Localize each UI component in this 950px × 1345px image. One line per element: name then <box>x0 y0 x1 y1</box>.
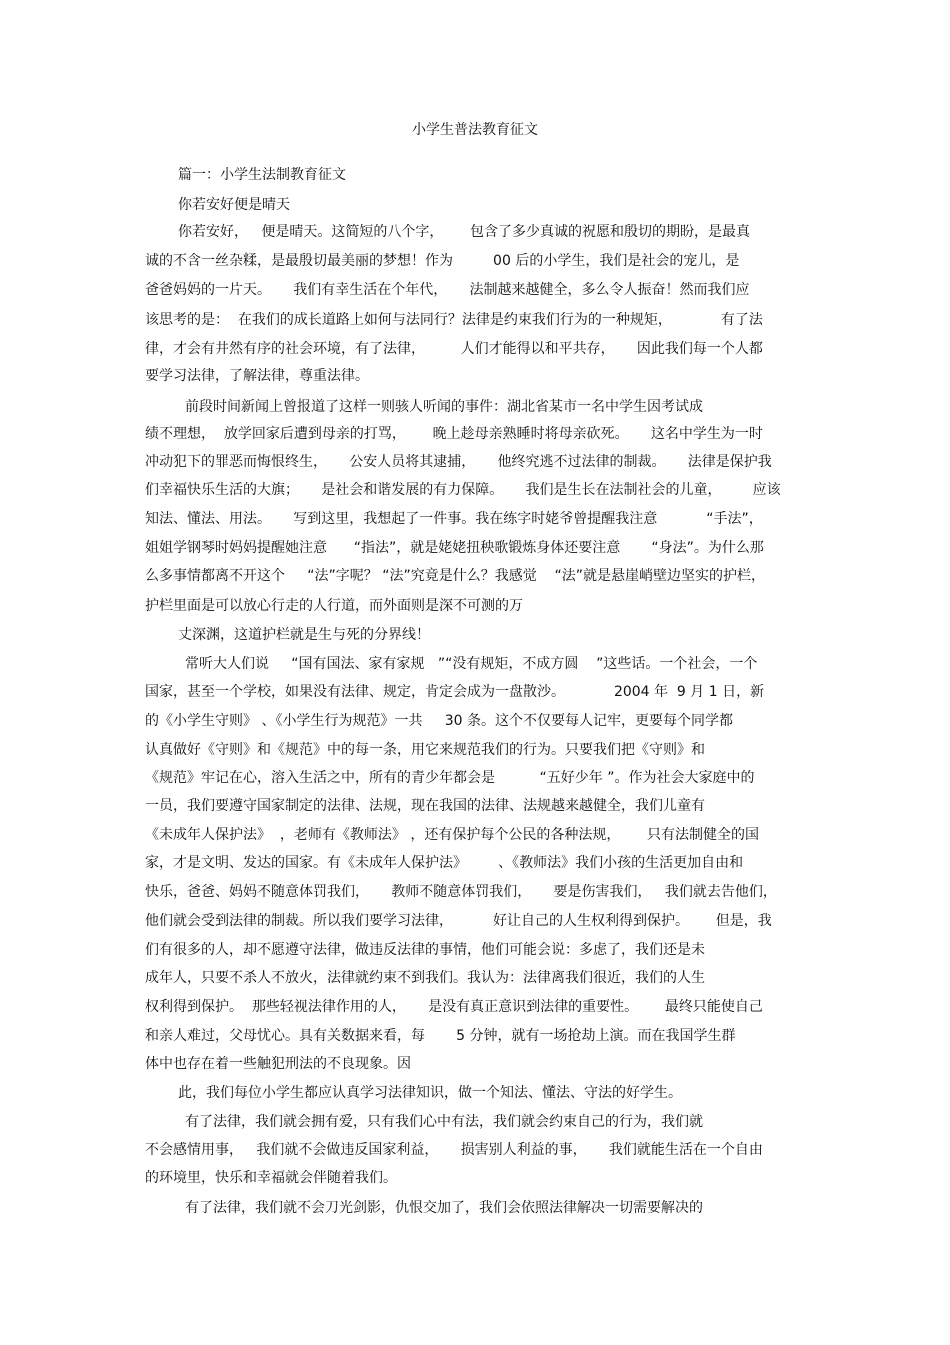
paragraph-line: 的《小学生守则》 、《小学生行为规范》一共 30 条。这个不仅要每人记牢，更要每个同学都 <box>145 713 733 729</box>
paragraph-line: 们幸福快乐生活的大旗； 是社会和谐发展的有力保障。 我们是生长在法制社会的儿童， 应该 <box>145 482 781 498</box>
article-subtitle: 你若安好便是晴天 <box>178 197 290 213</box>
paragraph-line: 前段时间新闻上曾报道了这样一则骇人听闻的事件：湖北省某市一名中学生因考试成 <box>185 399 703 415</box>
paragraph-line: 知法、懂法、用法。 写到这里，我想起了一件事。我在练字时姥爷曾提醒我注意 “手法”， <box>145 511 763 527</box>
paragraph-line: 认真做好《守则》和《规范》中的每一条，用它来规范我们的行为。只要我们把《守则》和 <box>145 742 705 758</box>
paragraph-line: 丈深渊，这道护栏就是生与死的分界线！ <box>178 627 430 643</box>
paragraph-line: 权利得到保护。 那些轻视法律作用的人， 是没有真正意识到法律的重要性。 最终只能使自己 <box>145 999 763 1015</box>
paragraph-line: 绩不理想， 放学回家后遭到母亲的打骂， 晚上趁母亲熟睡时将母亲砍死。 这名中学生为一时 <box>145 426 763 442</box>
paragraph-line: 该思考的是： 在我们的成长道路上如何与法同行？法律是约束我们行为的一种规矩， 有了法 <box>145 312 763 328</box>
paragraph-line: 诚的不含一丝杂糅，是最殷切最美丽的梦想！作为 00 后的小学生，我们是社会的宠儿，是 <box>145 253 740 269</box>
section-heading: 篇一：小学生法制教育征文 <box>178 167 346 183</box>
paragraph-line: 《未成年人保护法》 ，老师有《教师法》 ，还有保护每个公民的各种法规， 只有法制健全的国 <box>145 827 760 843</box>
paragraph-line: 有了法律，我们就会拥有爱，只有我们心中有法，我们就会约束自己的行为，我们就 <box>185 1114 703 1130</box>
paragraph-line: 爸爸妈妈的一片天。 我们有幸生活在个年代， 法制越来越健全，多么令人振奋！然而我们应 <box>145 282 750 298</box>
paragraph-line: 《规范》牢记在心，溶入生活之中，所有的青少年都会是 “五好少年 ”。作为社会大家庭中的 <box>145 770 755 786</box>
paragraph-line: 要学习法律，了解法律，尊重法律。 <box>145 368 369 384</box>
paragraph-line: 们有很多的人，却不愿遵守法律，做违反法律的事情，他们可能会说：多虑了，我们还是未 <box>145 942 705 958</box>
paragraph-line: 护栏里面是可以放心行走的人行道，而外面则是深不可测的万 <box>145 598 523 614</box>
paragraph-line: 和亲人难过，父母忧心。具有关数据来看，每 5 分钟，就有一场抢劫上演。而在我国学生群 <box>145 1028 736 1044</box>
paragraph-line: 体中也存在着一些触犯刑法的不良现象。因 <box>145 1056 411 1072</box>
paragraph-line: 律，才会有井然有序的社会环境，有了法律， 人们才能得以和平共存， 因此我们每一个人都 <box>145 341 763 357</box>
paragraph-line: 你若安好， 便是晴天。这简短的八个字， 包含了多少真诚的祝愿和殷切的期盼，是最真 <box>178 224 751 240</box>
paragraph-line: 一员，我们要遵守国家制定的法律、法规，现在我国的法律、法规越来越健全，我们儿童有 <box>145 798 705 814</box>
paragraph-line: 常听大人们说 “国有国法、家有家规 ”“没有规矩，不成方圆 ”这些话。一个社会，一个 <box>185 656 758 672</box>
paragraph-line: 快乐，爸爸、妈妈不随意体罚我们， 教师不随意体罚我们， 要是伤害我们， 我们就去告他们， <box>145 884 777 900</box>
paragraph-line: 有了法律，我们就不会刀光剑影，仇恨交加了，我们会依照法律解决一切需要解决的 <box>185 1200 703 1216</box>
paragraph-line: 姐姐学钢琴时妈妈提醒她注意 “指法”，就是姥姥扭秧歌锻炼身体还要注意 “身法”。为什么那 <box>145 540 764 556</box>
paragraph-line: 的环境里，快乐和幸福就会伴随着我们。 <box>145 1170 397 1186</box>
paragraph-line: 他们就会受到法律的制裁。所以我们要学习法律， 好让自己的人生权利得到保护。 但是，我 <box>145 913 772 929</box>
paragraph-line: 么多事情都离不开这个 “法”字呢？ “法”究竟是什么？我感觉 “法”就是悬崖峭壁边坚实的护栏， <box>145 568 766 584</box>
paragraph-line: 冲动犯下的罪恶而悔恨终生， 公安人员将其逮捕， 他终究逃不过法律的制裁。 法律是保护我 <box>145 454 772 470</box>
paragraph-line: 此，我们每位小学生都应认真学习法律知识，做一个知法、懂法、守法的好学生。 <box>178 1085 682 1101</box>
paragraph-line: 成年人，只要不杀人不放火，法律就约束不到我们。我认为：法律离我们很近，我们的人生 <box>145 970 705 986</box>
document-title: 小学生普法教育征文 <box>412 122 538 138</box>
paragraph-line: 家，才是文明、发达的国家。有《未成年人保护法》 、《教师法》我们小孩的生活更加自由和 <box>145 855 744 871</box>
paragraph-line: 不会感情用事， 我们就不会做违反国家利益， 损害别人利益的事， 我们就能生活在一个自由 <box>145 1142 763 1158</box>
paragraph-line: 国家，甚至一个学校，如果没有法律、规定，肯定会成为一盘散沙。 2004 年 9 月 1 日，新 <box>145 684 765 700</box>
